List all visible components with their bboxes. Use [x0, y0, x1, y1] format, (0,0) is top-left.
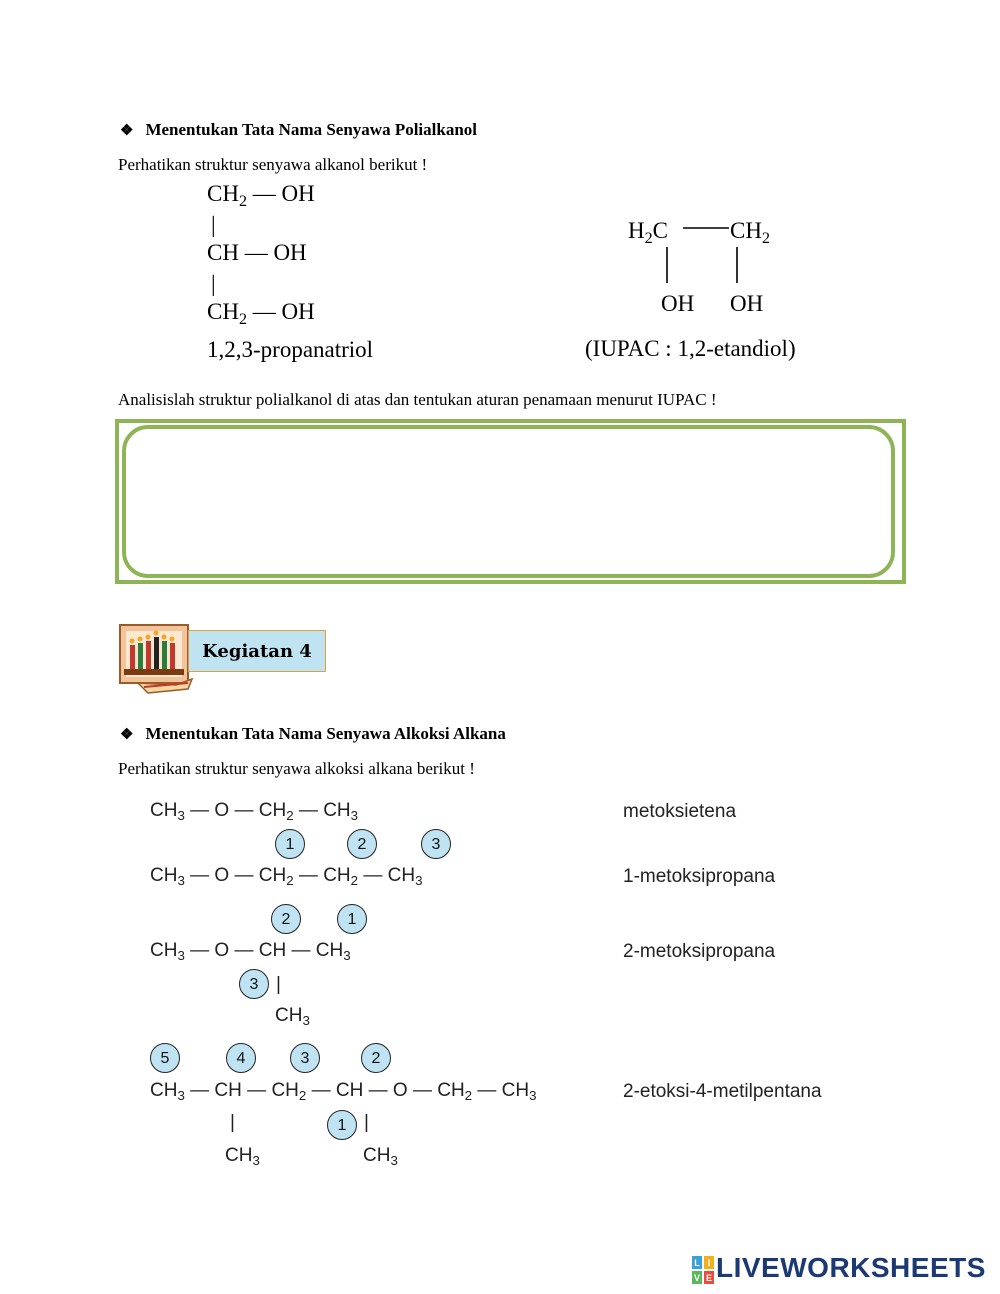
carbon-number-badge: 3 [421, 829, 451, 859]
intro-text: Perhatikan struktur senyawa alkoksi alkana berikut ! [118, 759, 475, 778]
compound-name: 1-metoksipropana [623, 866, 776, 887]
struct-ch2: $CH_2$ [730, 218, 770, 247]
diamond-bullet-icon: ❖ [120, 727, 134, 743]
carbon-number-badge: 1 [327, 1110, 357, 1140]
struct-row: $CH_2$ — OH [207, 299, 315, 328]
bond-line: | [276, 974, 281, 995]
carbon-number-badge: 2 [361, 1043, 391, 1073]
compound-name: 2-metoksipropana [623, 941, 776, 962]
section-title: Menentukan Tata Nama Senyawa Alkoksi Alkana [145, 724, 506, 743]
bond-line: | [230, 1112, 235, 1133]
logo-letter: I [707, 1258, 711, 1268]
formula-metoksipropana: $CH_3$ — O — $CH_2$ — $CH_2$ — $CH_3$ [150, 865, 423, 888]
candles-clipart-icon [118, 623, 196, 695]
section-heading-polialkanol [120, 120, 477, 140]
logo-letter: L [694, 1258, 700, 1268]
struct-row: CH — OH [207, 240, 307, 265]
formula-2-etoksi-4-metilpentana: $CH_3$ — CH — $CH_2$ — CH — O — $CH_2$ — $CH_3$ [150, 1080, 537, 1103]
methyl-branch: $CH_3$ [363, 1145, 398, 1168]
activity-label: Kegiatan 4 [188, 630, 326, 672]
carbon-number-badge: 1 [275, 829, 305, 859]
bond-line [683, 225, 729, 231]
carbon-number-badge: 5 [150, 1043, 180, 1073]
answer-input[interactable] [122, 425, 895, 578]
section-title: Menentukan Tata Nama Senyawa Polialkanol [145, 120, 478, 139]
question-text: Analisislah struktur polialkanol di atas dan tentukan aturan penamaan menurut IUPAC ! [118, 390, 717, 409]
structure-etandiol [585, 215, 855, 365]
oh-group: OH [730, 291, 764, 316]
carbon-number-badge: 1 [337, 904, 367, 934]
intro-text: Perhatikan struktur senyawa alkanol berikut ! [118, 155, 428, 174]
liveworksheets-logo-icon [692, 1256, 714, 1284]
carbon-number-badge: 4 [226, 1043, 256, 1073]
bond-line: | [211, 271, 216, 296]
struct-h2c: $H_2C$ [628, 218, 669, 247]
formula-2-metoksipropana: $CH_3$ — O — CH — $CH_3$ [150, 940, 351, 963]
struct-row: $CH_2$ — OH [207, 181, 315, 210]
carbon-number-badge: 2 [271, 904, 301, 934]
bond-line [665, 247, 669, 283]
answer-box-frame [115, 419, 906, 584]
carbon-number-badge: 3 [239, 969, 269, 999]
liveworksheets-brand[interactable]: LIVEWORKSHEETS [716, 1252, 986, 1283]
oh-group: OH [661, 291, 695, 316]
formula-metoksietena: $CH_3$ — O — $CH_2$ — $CH_3$ [150, 800, 359, 823]
carbon-number-badge: 3 [290, 1043, 320, 1073]
methyl-branch: $CH_3$ [275, 1005, 310, 1028]
compound-name: metoksietena [623, 801, 737, 822]
compound-name: 2-etoksi-4-metilpentana [623, 1081, 822, 1102]
carbon-number-badge: 2 [347, 829, 377, 859]
diamond-bullet-icon: ❖ [120, 123, 134, 139]
structure-propanatriol [205, 180, 465, 365]
compound-name: 1,2,3-propanatriol [207, 337, 374, 362]
bond-line [735, 247, 739, 283]
logo-letter: V [693, 1273, 701, 1283]
logo-letter: E [705, 1273, 713, 1283]
section-heading-alkoksi [120, 724, 506, 744]
bond-line: | [211, 212, 216, 237]
bond-line: | [364, 1112, 369, 1133]
compound-name: (IUPAC : 1,2-etandiol) [585, 336, 796, 361]
methyl-branch: $CH_3$ [225, 1145, 260, 1168]
